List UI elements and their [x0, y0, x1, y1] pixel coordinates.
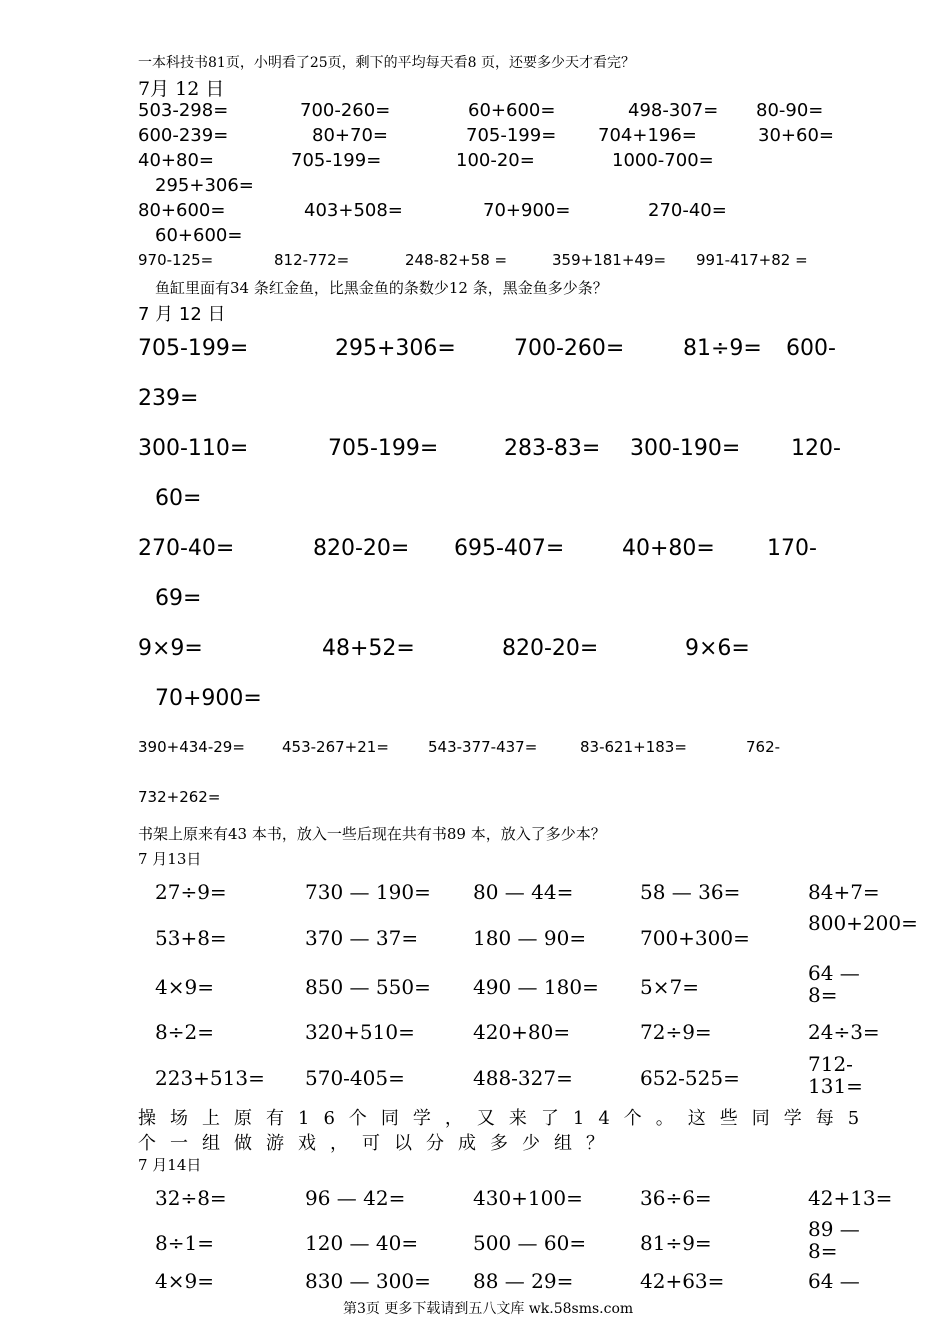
exercise: 64 —	[808, 1269, 860, 1293]
exercise: 170-	[767, 536, 817, 561]
exercise: 652-525=	[640, 1066, 740, 1090]
exercise: 712-131=	[808, 1052, 863, 1098]
exercise: 180 — 90=	[473, 926, 587, 950]
exercise: 36÷6=	[640, 1186, 712, 1210]
exercise: 420+80=	[473, 1020, 571, 1044]
exercise: 705-199=	[328, 436, 439, 461]
word-problem-2: 鱼缸里面有34 条红金鱼，比黑金鱼的条数少12 条，黑金鱼多少条？	[155, 279, 608, 297]
exercise: 270-40=	[138, 536, 235, 561]
exercise: 430+100=	[473, 1186, 583, 1210]
date-heading-1: 7月 12 日	[138, 78, 225, 100]
exercise: 30+60=	[758, 125, 834, 146]
exercise: 70+900=	[155, 686, 262, 711]
exercise: 248-82+58 =	[405, 251, 508, 269]
exercise: 370 — 37=	[305, 926, 419, 950]
exercise: 42+13=	[808, 1186, 893, 1210]
exercise: 60=	[155, 486, 202, 511]
exercise: 283-83=	[504, 436, 601, 461]
exercise: 223+513=	[155, 1066, 265, 1090]
exercise: 359+181+49=	[552, 251, 667, 269]
exercise: 9×6=	[685, 636, 750, 661]
exercise: 695-407=	[454, 536, 565, 561]
exercise: 239=	[138, 386, 199, 411]
exercise: 27÷9=	[155, 880, 227, 904]
exercise: 490 — 180=	[473, 975, 599, 999]
exercise: 60+600=	[155, 225, 243, 246]
exercise: 991-417+82 =	[696, 251, 808, 269]
exercise: 830 — 300=	[305, 1269, 431, 1293]
exercise: 500 — 60=	[473, 1231, 587, 1255]
word-problem-4-line-2: 个一组做游戏，可以分成多少组？	[138, 1133, 618, 1154]
exercise: 570-405=	[305, 1066, 405, 1090]
exercise: 120 — 40=	[305, 1231, 419, 1255]
exercise: 83-621+183=	[580, 738, 687, 756]
exercise: 600-239=	[138, 125, 229, 146]
exercise: 5×7=	[640, 975, 699, 999]
date-heading-3: 7 月13日	[138, 850, 202, 868]
exercise: 820-20=	[502, 636, 599, 661]
exercise: 8÷2=	[155, 1020, 214, 1044]
exercise: 800+200=	[808, 911, 918, 935]
exercise: 80+70=	[312, 125, 388, 146]
exercise: 850 — 550=	[305, 975, 431, 999]
exercise: 69=	[155, 586, 202, 611]
exercise: 300-110=	[138, 436, 249, 461]
exercise: 24÷3=	[808, 1020, 880, 1044]
exercise: 453-267+21=	[282, 738, 389, 756]
date-heading-4: 7 月14日	[138, 1156, 202, 1174]
exercise: 705-199=	[466, 125, 557, 146]
exercise: 270-40=	[648, 200, 727, 221]
exercise: 60+600=	[468, 100, 556, 121]
word-problem-3: 书架上原来有43 本书，放入一些后现在共有书89 本，放入了多少本？	[138, 825, 606, 843]
exercise: 700-260=	[300, 100, 391, 121]
exercise: 64 — 8=	[808, 961, 860, 1007]
exercise: 300-190=	[630, 436, 741, 461]
exercise: 503-298=	[138, 100, 229, 121]
exercise: 700-260=	[514, 336, 625, 361]
exercise: 390+434-29=	[138, 738, 245, 756]
exercise: 295+306=	[155, 175, 254, 196]
exercise: 53+8=	[155, 926, 227, 950]
exercise: 705-199=	[138, 336, 249, 361]
word-problem-4-line-1: 操场上原有16个同学，又来了14个。这些同学每5	[138, 1108, 874, 1129]
exercise: 600-	[786, 336, 836, 361]
exercise: 762-	[746, 738, 781, 756]
exercise: 80 — 44=	[473, 880, 574, 904]
exercise: 80+600=	[138, 200, 226, 221]
exercise: 72÷9=	[640, 1020, 712, 1044]
exercise: 403+508=	[304, 200, 403, 221]
exercise: 88 — 29=	[473, 1269, 574, 1293]
exercise: 81÷9=	[640, 1231, 712, 1255]
exercise: 80-90=	[756, 100, 824, 121]
exercise: 96 — 42=	[305, 1186, 406, 1210]
exercise: 498-307=	[628, 100, 719, 121]
exercise: 488-327=	[473, 1066, 573, 1090]
exercise: 732+262=	[138, 788, 221, 806]
exercise: 81÷9=	[683, 336, 762, 361]
exercise: 705-199=	[291, 150, 382, 171]
exercise: 48+52=	[322, 636, 415, 661]
exercise: 704+196=	[598, 125, 697, 146]
page-footer: 第3页 更多下载请到五八文库 wk.58sms.com	[343, 1301, 634, 1317]
exercise: 700+300=	[640, 926, 750, 950]
exercise: 543-377-437=	[428, 738, 538, 756]
exercise: 40+80=	[138, 150, 214, 171]
exercise: 730 — 190=	[305, 880, 431, 904]
exercise: 32÷8=	[155, 1186, 227, 1210]
exercise: 970-125=	[138, 251, 214, 269]
exercise: 320+510=	[305, 1020, 415, 1044]
word-problem-1: 一本科技书81页，小明看了25页，剩下的平均每天看8 页，还要多少天才看完？	[138, 55, 635, 71]
exercise: 4×9=	[155, 975, 214, 999]
exercise: 42+63=	[640, 1269, 725, 1293]
exercise: 8÷1=	[155, 1231, 214, 1255]
exercise: 120-	[791, 436, 841, 461]
exercise: 58 — 36=	[640, 880, 741, 904]
exercise: 89 — 8=	[808, 1217, 860, 1263]
exercise: 70+900=	[483, 200, 571, 221]
exercise: 84+7=	[808, 880, 880, 904]
exercise: 1000-700=	[612, 150, 714, 171]
exercise: 295+306=	[335, 336, 456, 361]
exercise: 100-20=	[456, 150, 535, 171]
exercise: 9×9=	[138, 636, 203, 661]
exercise: 812-772=	[274, 251, 350, 269]
exercise: 4×9=	[155, 1269, 214, 1293]
exercise: 40+80=	[622, 536, 715, 561]
exercise: 820-20=	[313, 536, 410, 561]
date-heading-2: 7 月 12 日	[138, 304, 226, 325]
